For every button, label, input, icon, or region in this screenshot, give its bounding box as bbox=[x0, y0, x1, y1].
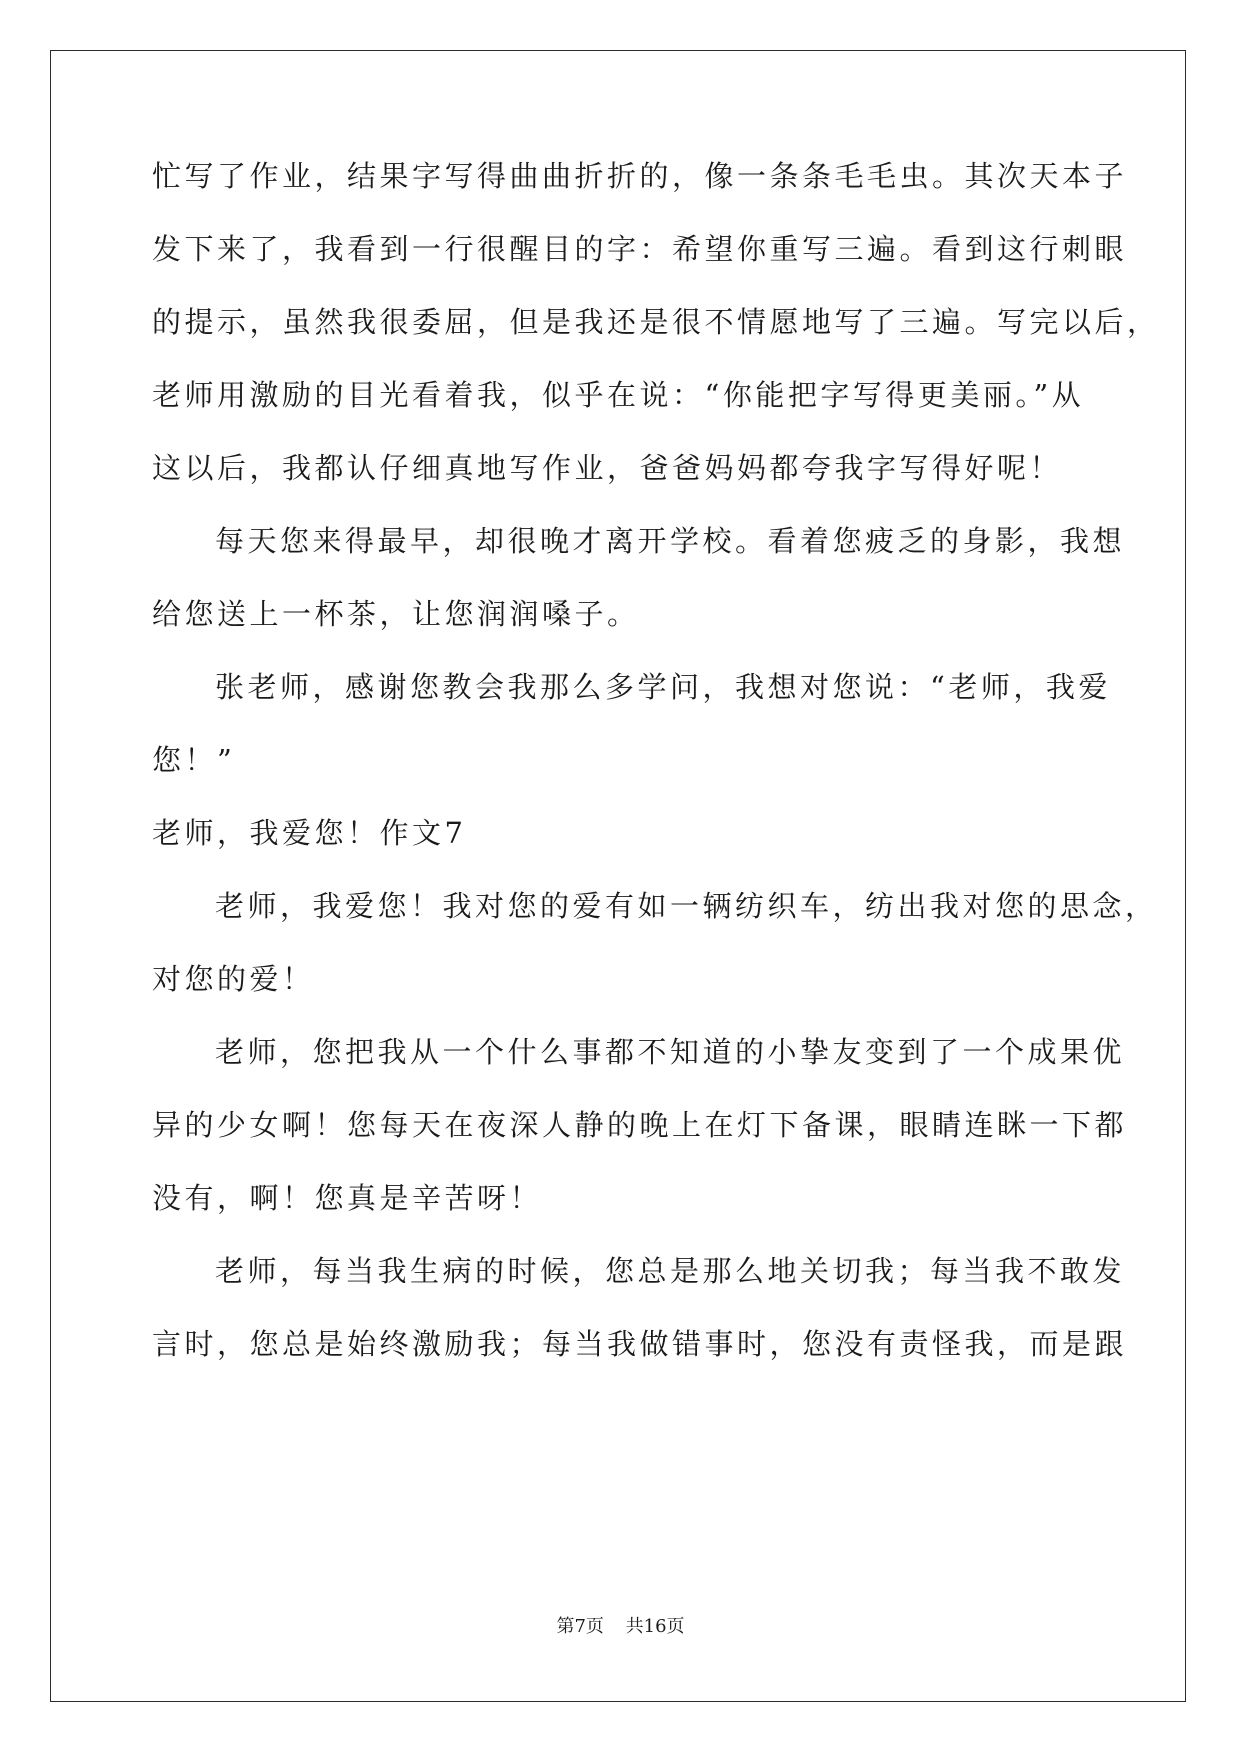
paragraph-start: 老师，您把我从一个什么事都不知道的小挚友变到了一个成果优 bbox=[215, 1035, 1126, 1069]
text-line: 忙写了作业，结果字写得曲曲折折的，像一条条毛毛虫。其次天本子 bbox=[152, 159, 1128, 193]
text-line: 这以后，我都认仔细真地写作业，爸爸妈妈都夸我字写得好呢！ bbox=[152, 451, 1063, 485]
text-line: 的提示，虽然我很委屈，但是我还是很不情愿地写了三遍。写完以后， bbox=[152, 305, 1160, 339]
text-line: 老师用激励的目光看着我，似乎在说：“你能把字写得更美丽。”从 bbox=[152, 378, 1085, 412]
section-heading: 老师，我爱您！作文7 bbox=[152, 816, 467, 850]
page-total: 共16页 bbox=[625, 1616, 685, 1637]
paragraph-start: 老师，我爱您！我对您的爱有如一辆纺织车，纺出我对您的思念， bbox=[215, 889, 1158, 923]
text-line: 异的少女啊！您每天在夜深人静的晚上在灯下备课，眼睛连眯一下都 bbox=[152, 1108, 1128, 1142]
paragraph-start: 张老师，感谢您教会我那么多学问，我想对您说：“老师，我爱 bbox=[215, 670, 1111, 704]
text-line: 言时，您总是始终激励我；每当我做错事时，您没有责怪我，而是跟 bbox=[152, 1327, 1128, 1361]
text-line: 您！” bbox=[152, 743, 236, 777]
page-footer bbox=[0, 1616, 1241, 1638]
text-line: 给您送上一杯茶，让您润润嗓子。 bbox=[152, 597, 640, 631]
paragraph-start: 老师，每当我生病的时候，您总是那么地关切我；每当我不敢发 bbox=[215, 1254, 1126, 1288]
text-line: 没有，啊！您真是辛苦呀！ bbox=[152, 1181, 543, 1215]
page-border bbox=[50, 50, 1186, 1702]
text-line: 发下来了，我看到一行很醒目的字：希望你重写三遍。看到这行刺眼 bbox=[152, 232, 1128, 266]
page-number: 第7页 bbox=[556, 1616, 604, 1637]
paragraph-start: 每天您来得最早，却很晚才离开学校。看着您疲乏的身影，我想 bbox=[215, 524, 1126, 558]
text-line: 对您的爱！ bbox=[152, 962, 315, 996]
